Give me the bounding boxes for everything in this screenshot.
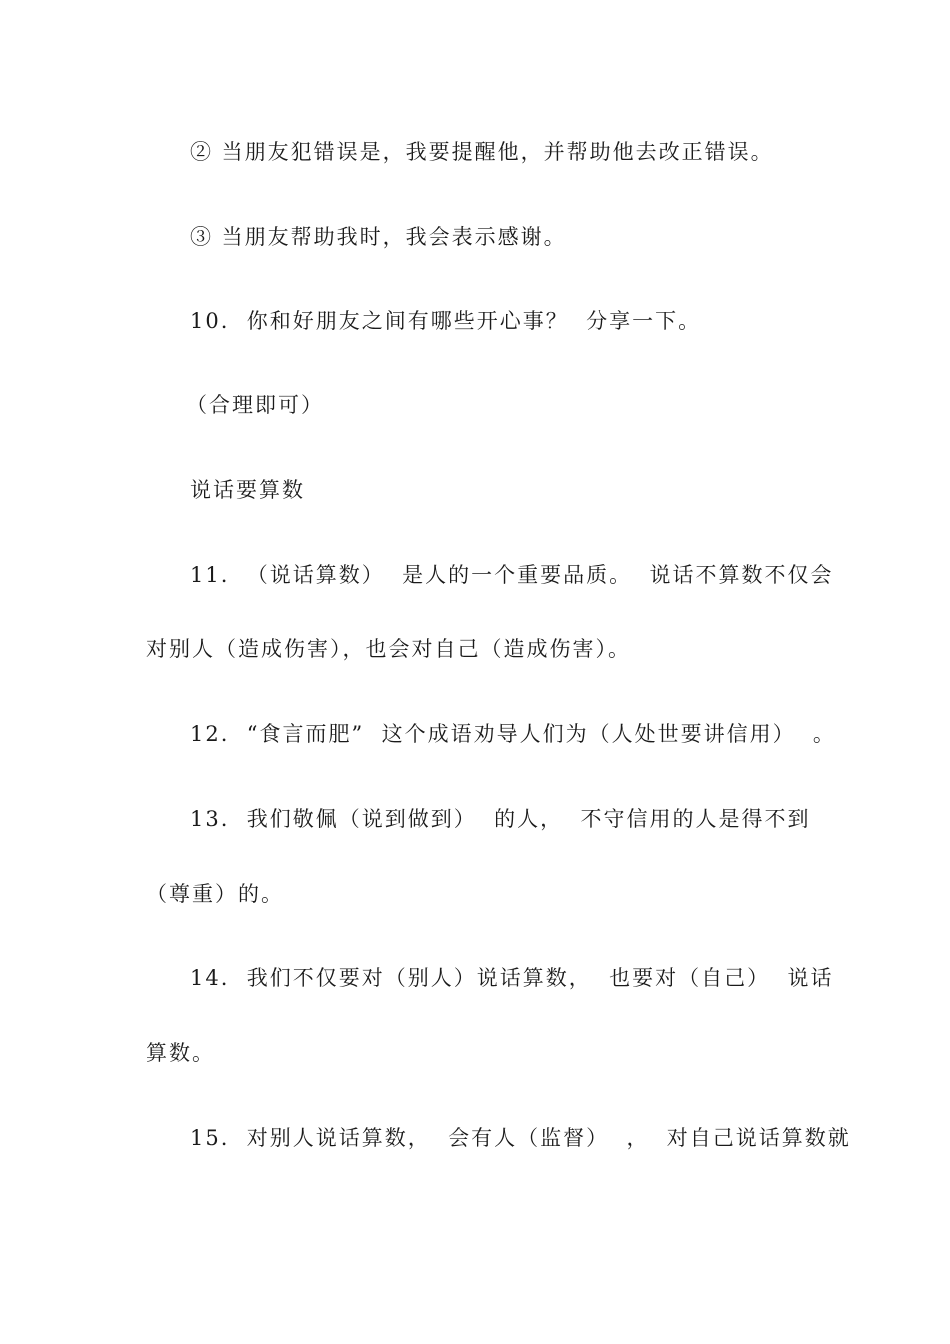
question-15-line-1: 15. 对别人说话算数， 会有人（监督） ， 对自己说话算数就 [190,1126,851,1150]
question-13-line-2: （尊重）的。 [146,882,284,906]
question-14-line-1: 14. 我们不仅要对（别人）说话算数， 也要对（自己） 说话 [190,966,834,990]
question-14-line-2: 算数。 [146,1041,215,1065]
answer-line-3: ③ 当朋友帮助我时，我会表示感谢。 [190,225,567,249]
question-13-line-1: 13. 我们敬佩（说到做到） 的人， 不守信用的人是得不到 [190,807,811,831]
question-12: 12. “食言而肥” 这个成语劝导人们为（人处世要讲信用） 。 [190,722,836,746]
answer-line-2: ② 当朋友犯错误是，我要提醒他，并帮助他去改正错误。 [190,140,774,164]
question-11-line-2: 对别人（造成伤害），也会对自己（造成伤害）。 [146,637,631,661]
question-10: 10. 你和好朋友之间有哪些开心事？ 分享一下。 [190,309,702,333]
section-heading: 说话要算数 [190,478,305,502]
answer-10: （合理即可） [186,393,324,417]
question-11-line-1: 11. （说话算数） 是人的一个重要品质。 说话不算数不仅会 [190,563,834,587]
